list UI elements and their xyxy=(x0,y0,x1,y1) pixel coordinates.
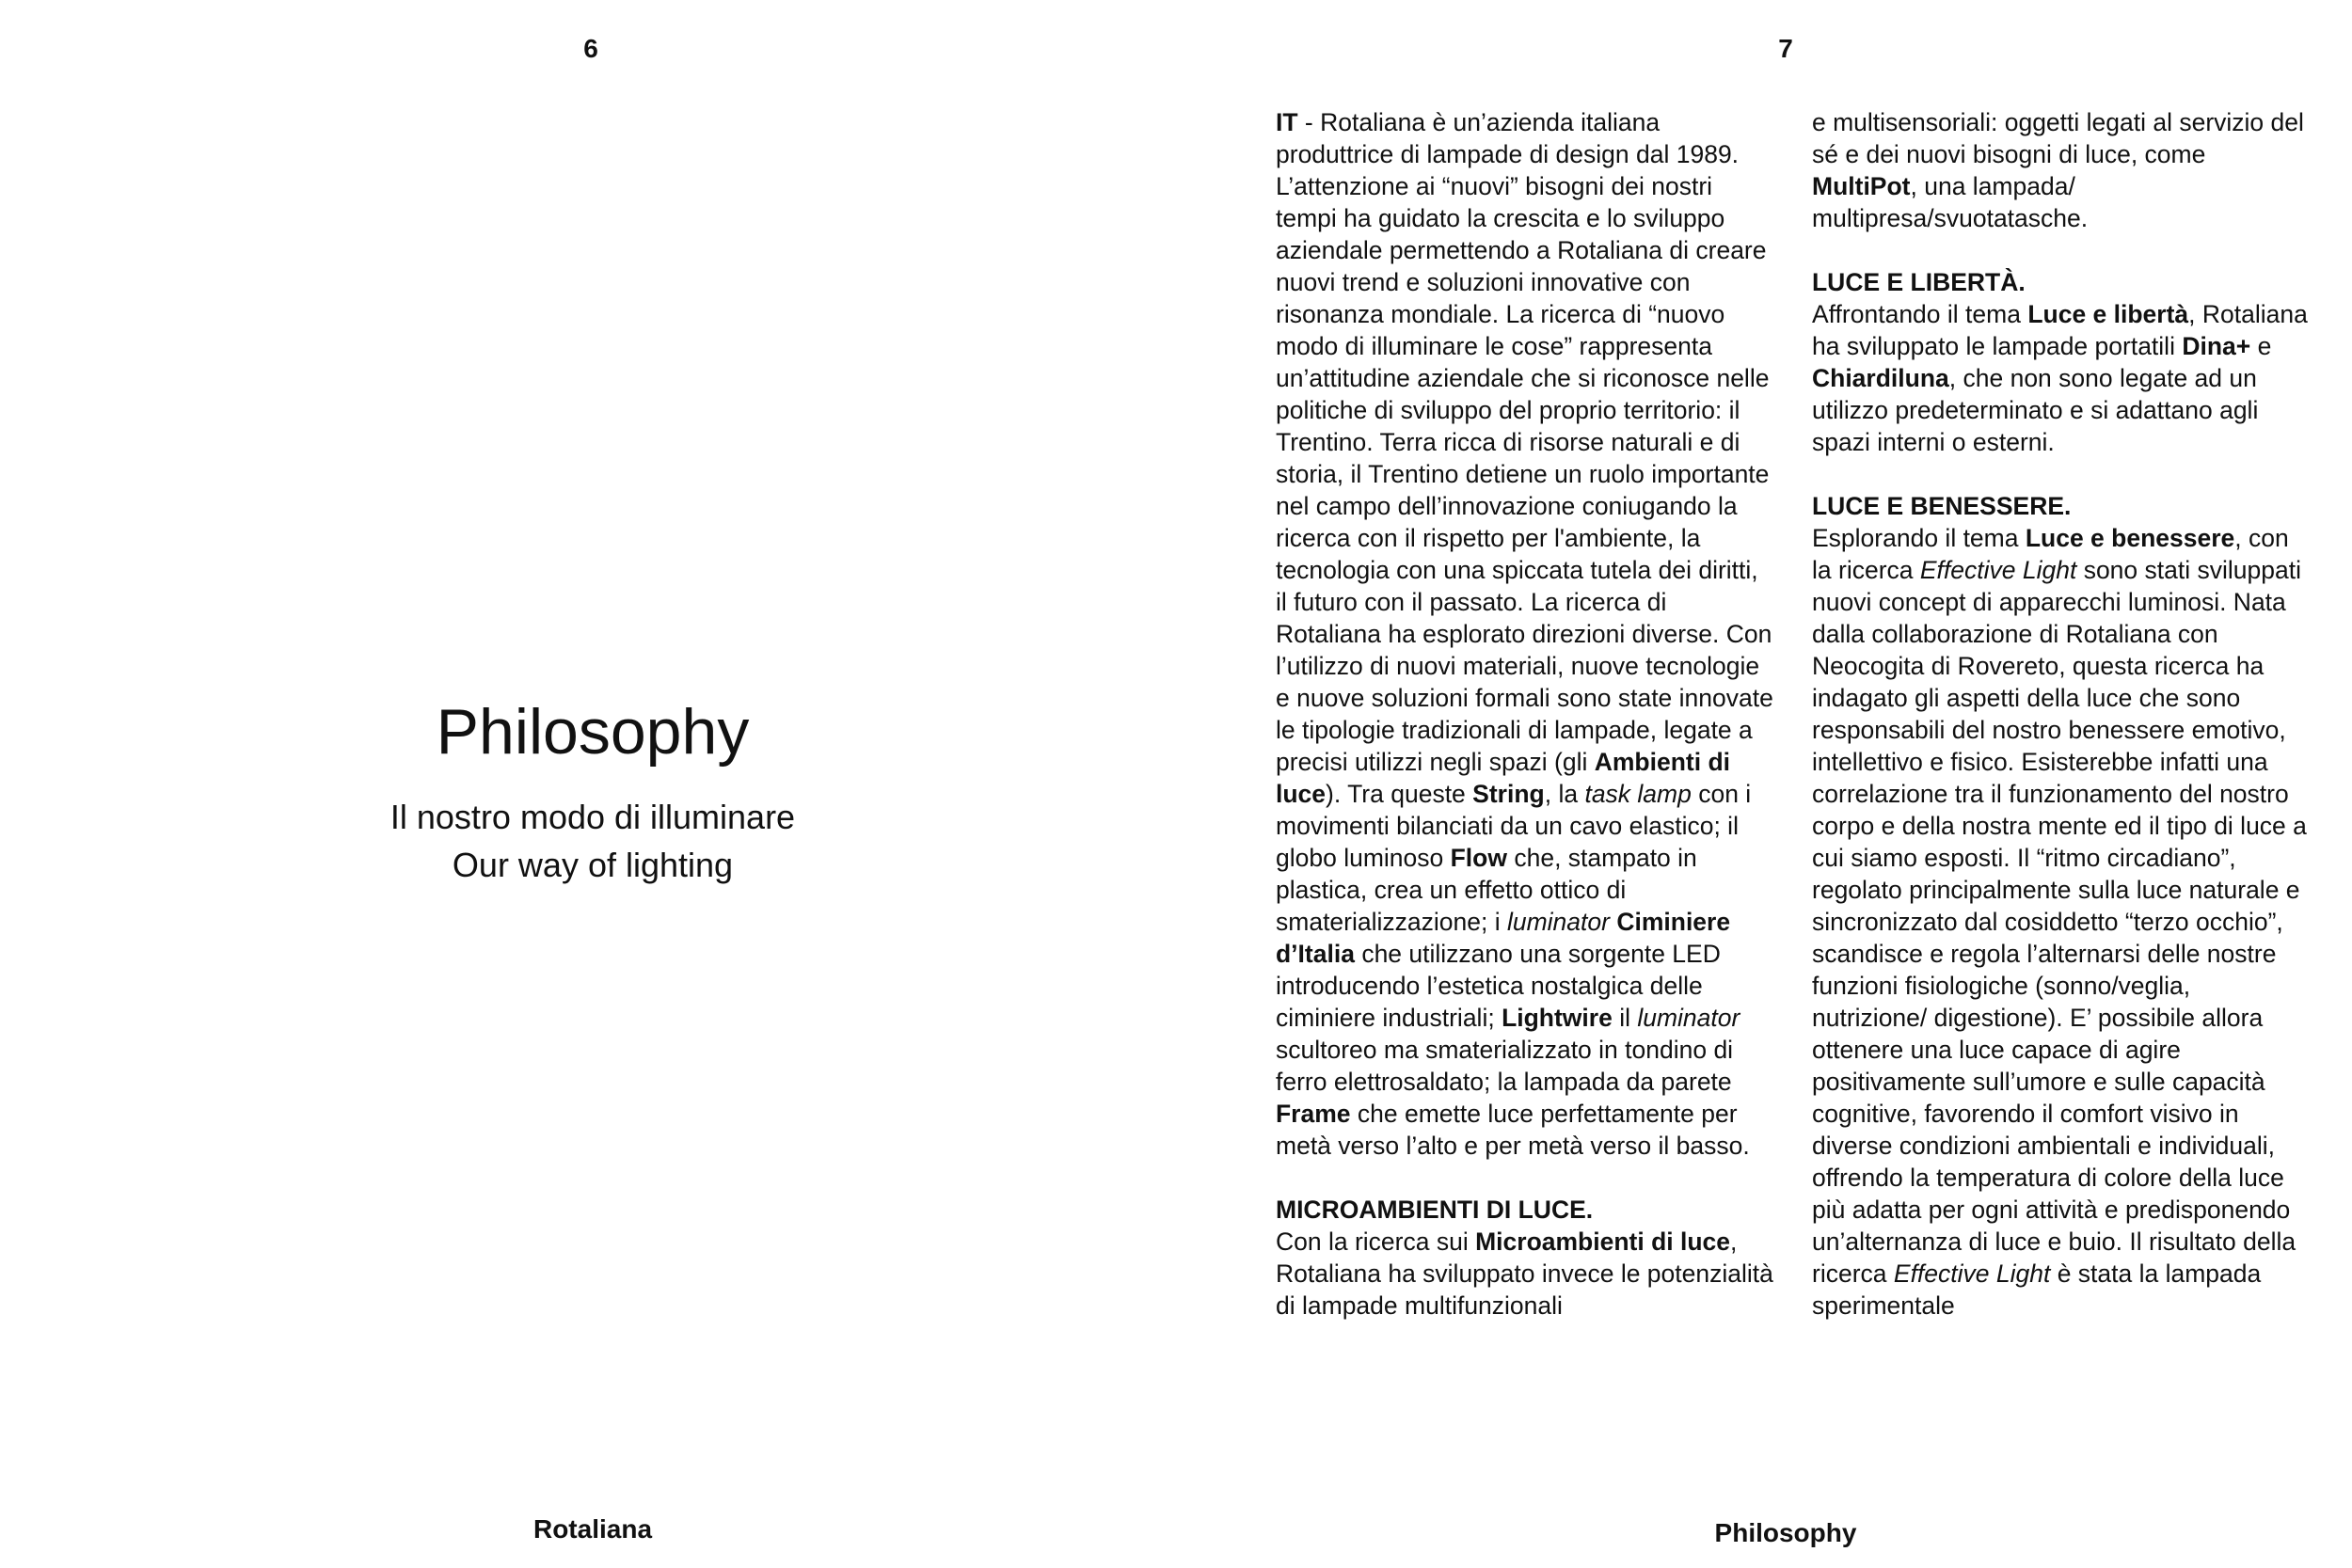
product-multipot: MultiPot xyxy=(1812,172,1911,200)
product-ciminiere: Ciminiere d’Italia xyxy=(1276,908,1731,968)
intro-text: che utilizzano una sorgente LED introducendo l’estetica nostalgica delle ciminiere industriali; xyxy=(1276,940,1721,1032)
section-heading-liberta: LUCE E LIBERTÀ. xyxy=(1812,268,2026,296)
product-lightwire: Lightwire xyxy=(1502,1004,1613,1032)
micro-paragraph-start xyxy=(1276,1194,1774,1322)
benessere-text: Esplorando il tema xyxy=(1812,524,2026,552)
intro-text: - Rotaliana è un’azienda italiana produttrice di lampade di design dal 1989. L’attenzione ai “nuovi” bisogni dei nostri tempi ha guidato la crescita e lo sviluppo aziendale permettendo a Rotaliana di creare nuovi trend e soluzioni innovative con risonanza mondiale. La ricerca di “nuovo modo di illuminare le cose” rappresenta un’attitudine aziendale che si riconosce nelle politiche di sviluppo del proprio territorio: il Trentino. Terra ricca di risorse naturali e di storia, il Trentino detiene un ruolo importante nel campo dell’innovazione coniugando la ricerca con il rispetto per l'ambiente, la tecnologia con una spiccata tutela dei diritti, il futuro con il passato. La ricerca di Rotaliana ha esplorato direzioni diverse. Con l’utilizzo di nuovi materiali, nuove tecnologie e nuove soluzioni formali sono state innovate le tipologie tradizionali di lampade, legate a precisi utilizzi negli spazi (gli xyxy=(1276,108,1773,776)
term-luce-e-liberta: Luce e libertà xyxy=(2027,300,2189,328)
benessere-paragraph xyxy=(1812,490,2311,1322)
term-luminator: luminator xyxy=(1637,1004,1740,1032)
term-effective-light: Effective Light xyxy=(1919,556,2077,584)
liberta-text: Affrontando il tema xyxy=(1812,300,2028,328)
language-label: IT xyxy=(1276,108,1298,136)
benessere-text: sono stati sviluppati nuovi concept di apparecchi luminosi. Nata dalla collaborazione di Rotaliana con Neocogita di Rovereto, questa ricerca ha indagato gli aspetti della luce che sono responsabili del nostro benessere emotivo, intellettivo e fisico. Esisterebbe infatti una correlazione tra il funzionamento del nostro corpo e della nostra mente ed il tipo di luce a cui siamo esposti. Il “ritmo circadiano”, regolato principalmente sulla luce naturale e sincronizzato dal cosiddetto “terzo occhio”, scandisce e regola l’alternarsi delle nostre funzioni fisiologiche (sonno/veglia, nutrizione/ digestione). E’ possibile allora ottenere una luce capace di agire positivamente sull’umore e sulle capacità cognitive, favorendo il comfort visivo in diverse condizioni ambientali e individuali, offrendo la temperatura di colore della luce più adatta per ogni attività e predisponendo un’alternanza di luce e buio. Il risultato della ricerca xyxy=(1812,556,2307,1288)
section-heading-microambienti: MICROAMBIENTI DI LUCE. xyxy=(1276,1196,1594,1224)
page-number-right: 7 xyxy=(1778,34,1793,63)
product-chiardiluna: Chiardiluna xyxy=(1812,364,1949,392)
subtitle-italian: Il nostro modo di illuminare xyxy=(389,798,796,836)
benessere-text: è stata la lampada sperimentale xyxy=(1812,1259,2262,1320)
benessere-text: , con la ricerca xyxy=(1812,524,2289,584)
intro-text: che emette luce perfettamente per metà verso l’alto e per metà verso il basso. xyxy=(1276,1100,1750,1160)
term-microambienti: Microambienti di luce xyxy=(1475,1227,1731,1256)
micro-text: , Rotaliana ha sviluppato invece le potenzialità di lampade multifunzionali xyxy=(1276,1227,1773,1320)
intro-text: scultoreo ma smaterializzato in tondino di ferro elettrosaldato; la lampada da parete xyxy=(1276,1036,1734,1096)
intro-text: il xyxy=(1612,1004,1638,1032)
micro-text: e multisensoriali: oggetti legati al servizio del sé e dei nuovi bisogni di luce, come xyxy=(1812,108,2304,168)
liberta-paragraph xyxy=(1812,266,2311,458)
term-luminator: luminator xyxy=(1506,908,1610,936)
footer-left: Rotaliana xyxy=(532,1514,653,1544)
term-luce-e-benessere: Luce e benessere xyxy=(2025,524,2235,552)
product-string: String xyxy=(1472,780,1545,808)
title-block xyxy=(282,694,903,892)
term-effective-light: Effective Light xyxy=(1893,1259,2051,1288)
term-ambienti-di-luce: Ambienti di luce xyxy=(1276,748,1731,808)
intro-text: che, stampato in plastica, crea un effetto ottico di smaterializzazione; i xyxy=(1276,844,1697,936)
micro-paragraph-end xyxy=(1812,106,2311,234)
text-column-1 xyxy=(1276,106,1774,1354)
term-task-lamp: task lamp xyxy=(1584,780,1692,808)
product-flow: Flow xyxy=(1450,844,1507,872)
subtitle-english: Our way of lighting xyxy=(452,846,734,884)
page-number-left: 6 xyxy=(583,34,598,63)
intro-text: con i movimenti bilanciati da un cavo elastico; il globo luminoso xyxy=(1276,780,1752,872)
intro-text: ). Tra queste xyxy=(1326,780,1473,808)
footer-right: Philosophy xyxy=(1714,1518,1857,1547)
section-heading-benessere: LUCE E BENESSERE. xyxy=(1812,492,2072,520)
product-frame: Frame xyxy=(1276,1100,1351,1128)
intro-text: , la xyxy=(1544,780,1585,808)
liberta-text: , che non sono legate ad un utilizzo predeterminato e si adattano agli spazi interni o esterni. xyxy=(1812,364,2259,456)
liberta-text: , Rotaliana ha sviluppato le lampade portatili xyxy=(1812,300,2308,360)
micro-text: , una lampada/ multipresa/svuotatasche. xyxy=(1812,172,2089,232)
liberta-text: e xyxy=(2250,332,2272,360)
text-column-2 xyxy=(1812,106,2311,1354)
micro-text: Con la ricerca sui xyxy=(1276,1227,1476,1256)
intro-paragraph xyxy=(1276,106,1774,1162)
page-title: Philosophy xyxy=(436,696,750,768)
product-dina: Dina+ xyxy=(2182,332,2251,360)
